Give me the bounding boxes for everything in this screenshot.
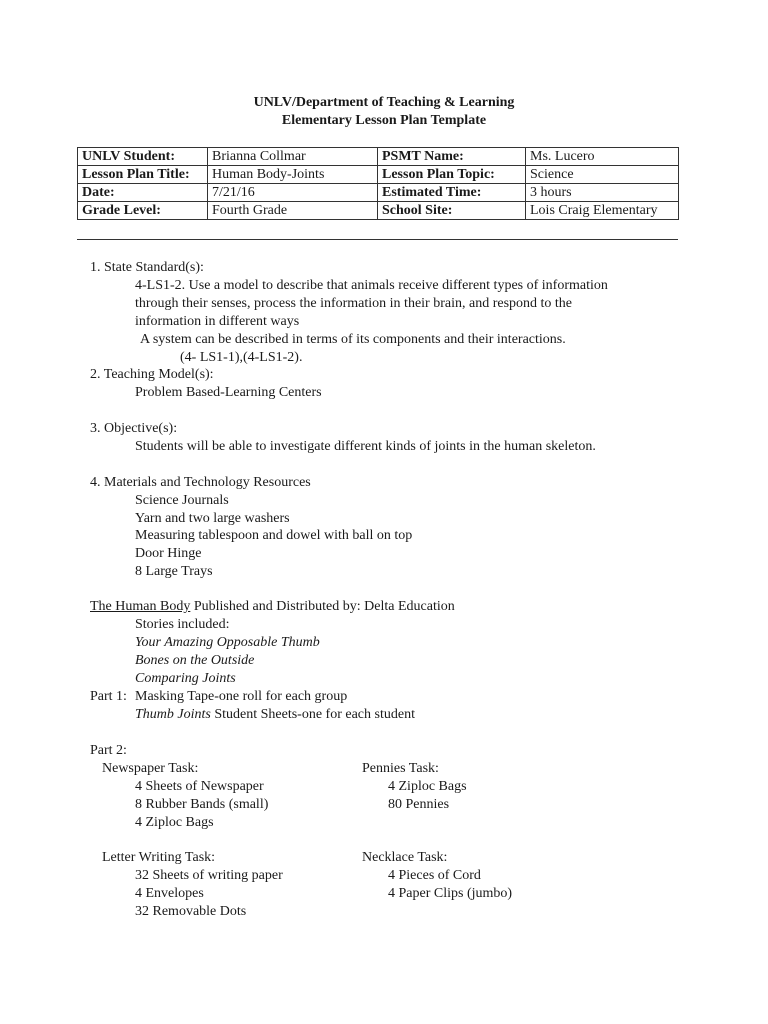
book-line [90, 598, 455, 616]
horizontal-divider [77, 239, 678, 240]
part2-label: Part 2: [90, 743, 127, 758]
table-label: School Site: [378, 202, 526, 220]
story-title: Bones on the Outside [135, 653, 255, 668]
standards-heading: 1. State Standard(s): [90, 260, 204, 275]
table-row [78, 184, 679, 202]
part1-sheet-title: Thumb Joints [135, 707, 211, 722]
table-value: Ms. Lucero [526, 148, 679, 166]
lesson-info-table [77, 147, 679, 220]
table-value: Lois Craig Elementary [526, 202, 679, 220]
standards-line: 4-LS1-2. Use a model to describe that animals receive different types of information [135, 278, 608, 293]
table-label: Lesson Plan Topic: [378, 166, 526, 184]
table-label: Grade Level: [78, 202, 208, 220]
objectives-text: Students will be able to investigate different kinds of joints in the human skeleton. [135, 439, 596, 454]
table-value: Human Body-Joints [208, 166, 378, 184]
letter-task-item: 4 Envelopes [135, 886, 204, 901]
newspaper-task-item: 8 Rubber Bands (small) [135, 797, 269, 812]
necklace-task-item: 4 Paper Clips (jumbo) [388, 886, 513, 901]
standards-line: through their senses, process the information in their brain, and respond to the [135, 296, 573, 311]
table-label: Estimated Time: [378, 184, 526, 202]
teaching-model-text: Problem Based-Learning Centers [135, 385, 322, 400]
materials-item: Yarn and two large washers [135, 511, 290, 526]
part1-line-2 [135, 706, 415, 724]
objectives-heading: 3. Objective(s): [90, 421, 178, 436]
materials-item: Measuring tablespoon and dowel with ball on top [135, 528, 413, 543]
story-title: Your Amazing Opposable Thumb [135, 635, 320, 650]
materials-heading: 4. Materials and Technology Resources [90, 475, 311, 490]
necklace-task-item: 4 Pieces of Cord [388, 868, 481, 883]
table-value: 3 hours [526, 184, 679, 202]
table-label: UNLV Student: [78, 148, 208, 166]
table-value: Brianna Collmar [208, 148, 378, 166]
newspaper-task-title: Newspaper Task: [102, 761, 199, 776]
newspaper-task-item: 4 Sheets of Newspaper [135, 779, 264, 794]
table-row [78, 148, 679, 166]
standards-line: (4- LS1-1),(4-LS1-2). [180, 350, 303, 365]
materials-item: Science Journals [135, 493, 229, 508]
pennies-task-item: 80 Pennies [388, 797, 450, 812]
materials-item: 8 Large Trays [135, 564, 213, 579]
table-value: Fourth Grade [208, 202, 378, 220]
book-title: The Human Body [90, 599, 191, 614]
letter-task-item: 32 Sheets of writing paper [135, 868, 283, 883]
book-publisher: Published and Distributed by: Delta Education [190, 599, 455, 614]
header-line-1: UNLV/Department of Teaching & Learning [253, 95, 515, 110]
standards-line: A system can be described in terms of its components and their interactions. [140, 332, 566, 347]
part1-sheet-desc: Student Sheets-one for each student [210, 707, 415, 722]
table-label: Lesson Plan Title: [78, 166, 208, 184]
table-row [78, 166, 679, 184]
standards-line: information in different ways [135, 314, 300, 329]
stories-label: Stories included: [135, 617, 230, 632]
story-title: Comparing Joints [135, 671, 236, 686]
pennies-task-item: 4 Ziploc Bags [388, 779, 467, 794]
teaching-model-heading: 2. Teaching Model(s): [90, 367, 214, 382]
header-line-2: Elementary Lesson Plan Template [281, 113, 487, 128]
table-value: Science [526, 166, 679, 184]
table-label: Date: [78, 184, 208, 202]
part1-line-1: Masking Tape-one roll for each group [135, 689, 348, 704]
table-row [78, 202, 679, 220]
materials-item: Door Hinge [135, 546, 202, 561]
pennies-task-title: Pennies Task: [362, 761, 439, 776]
letter-task-item: 32 Removable Dots [135, 904, 247, 919]
table-value: 7/21/16 [208, 184, 378, 202]
part1-label: Part 1: [90, 689, 127, 704]
table-label: PSMT Name: [378, 148, 526, 166]
necklace-task-title: Necklace Task: [362, 850, 448, 865]
letter-task-title: Letter Writing Task: [102, 850, 216, 865]
newspaper-task-item: 4 Ziploc Bags [135, 815, 214, 830]
